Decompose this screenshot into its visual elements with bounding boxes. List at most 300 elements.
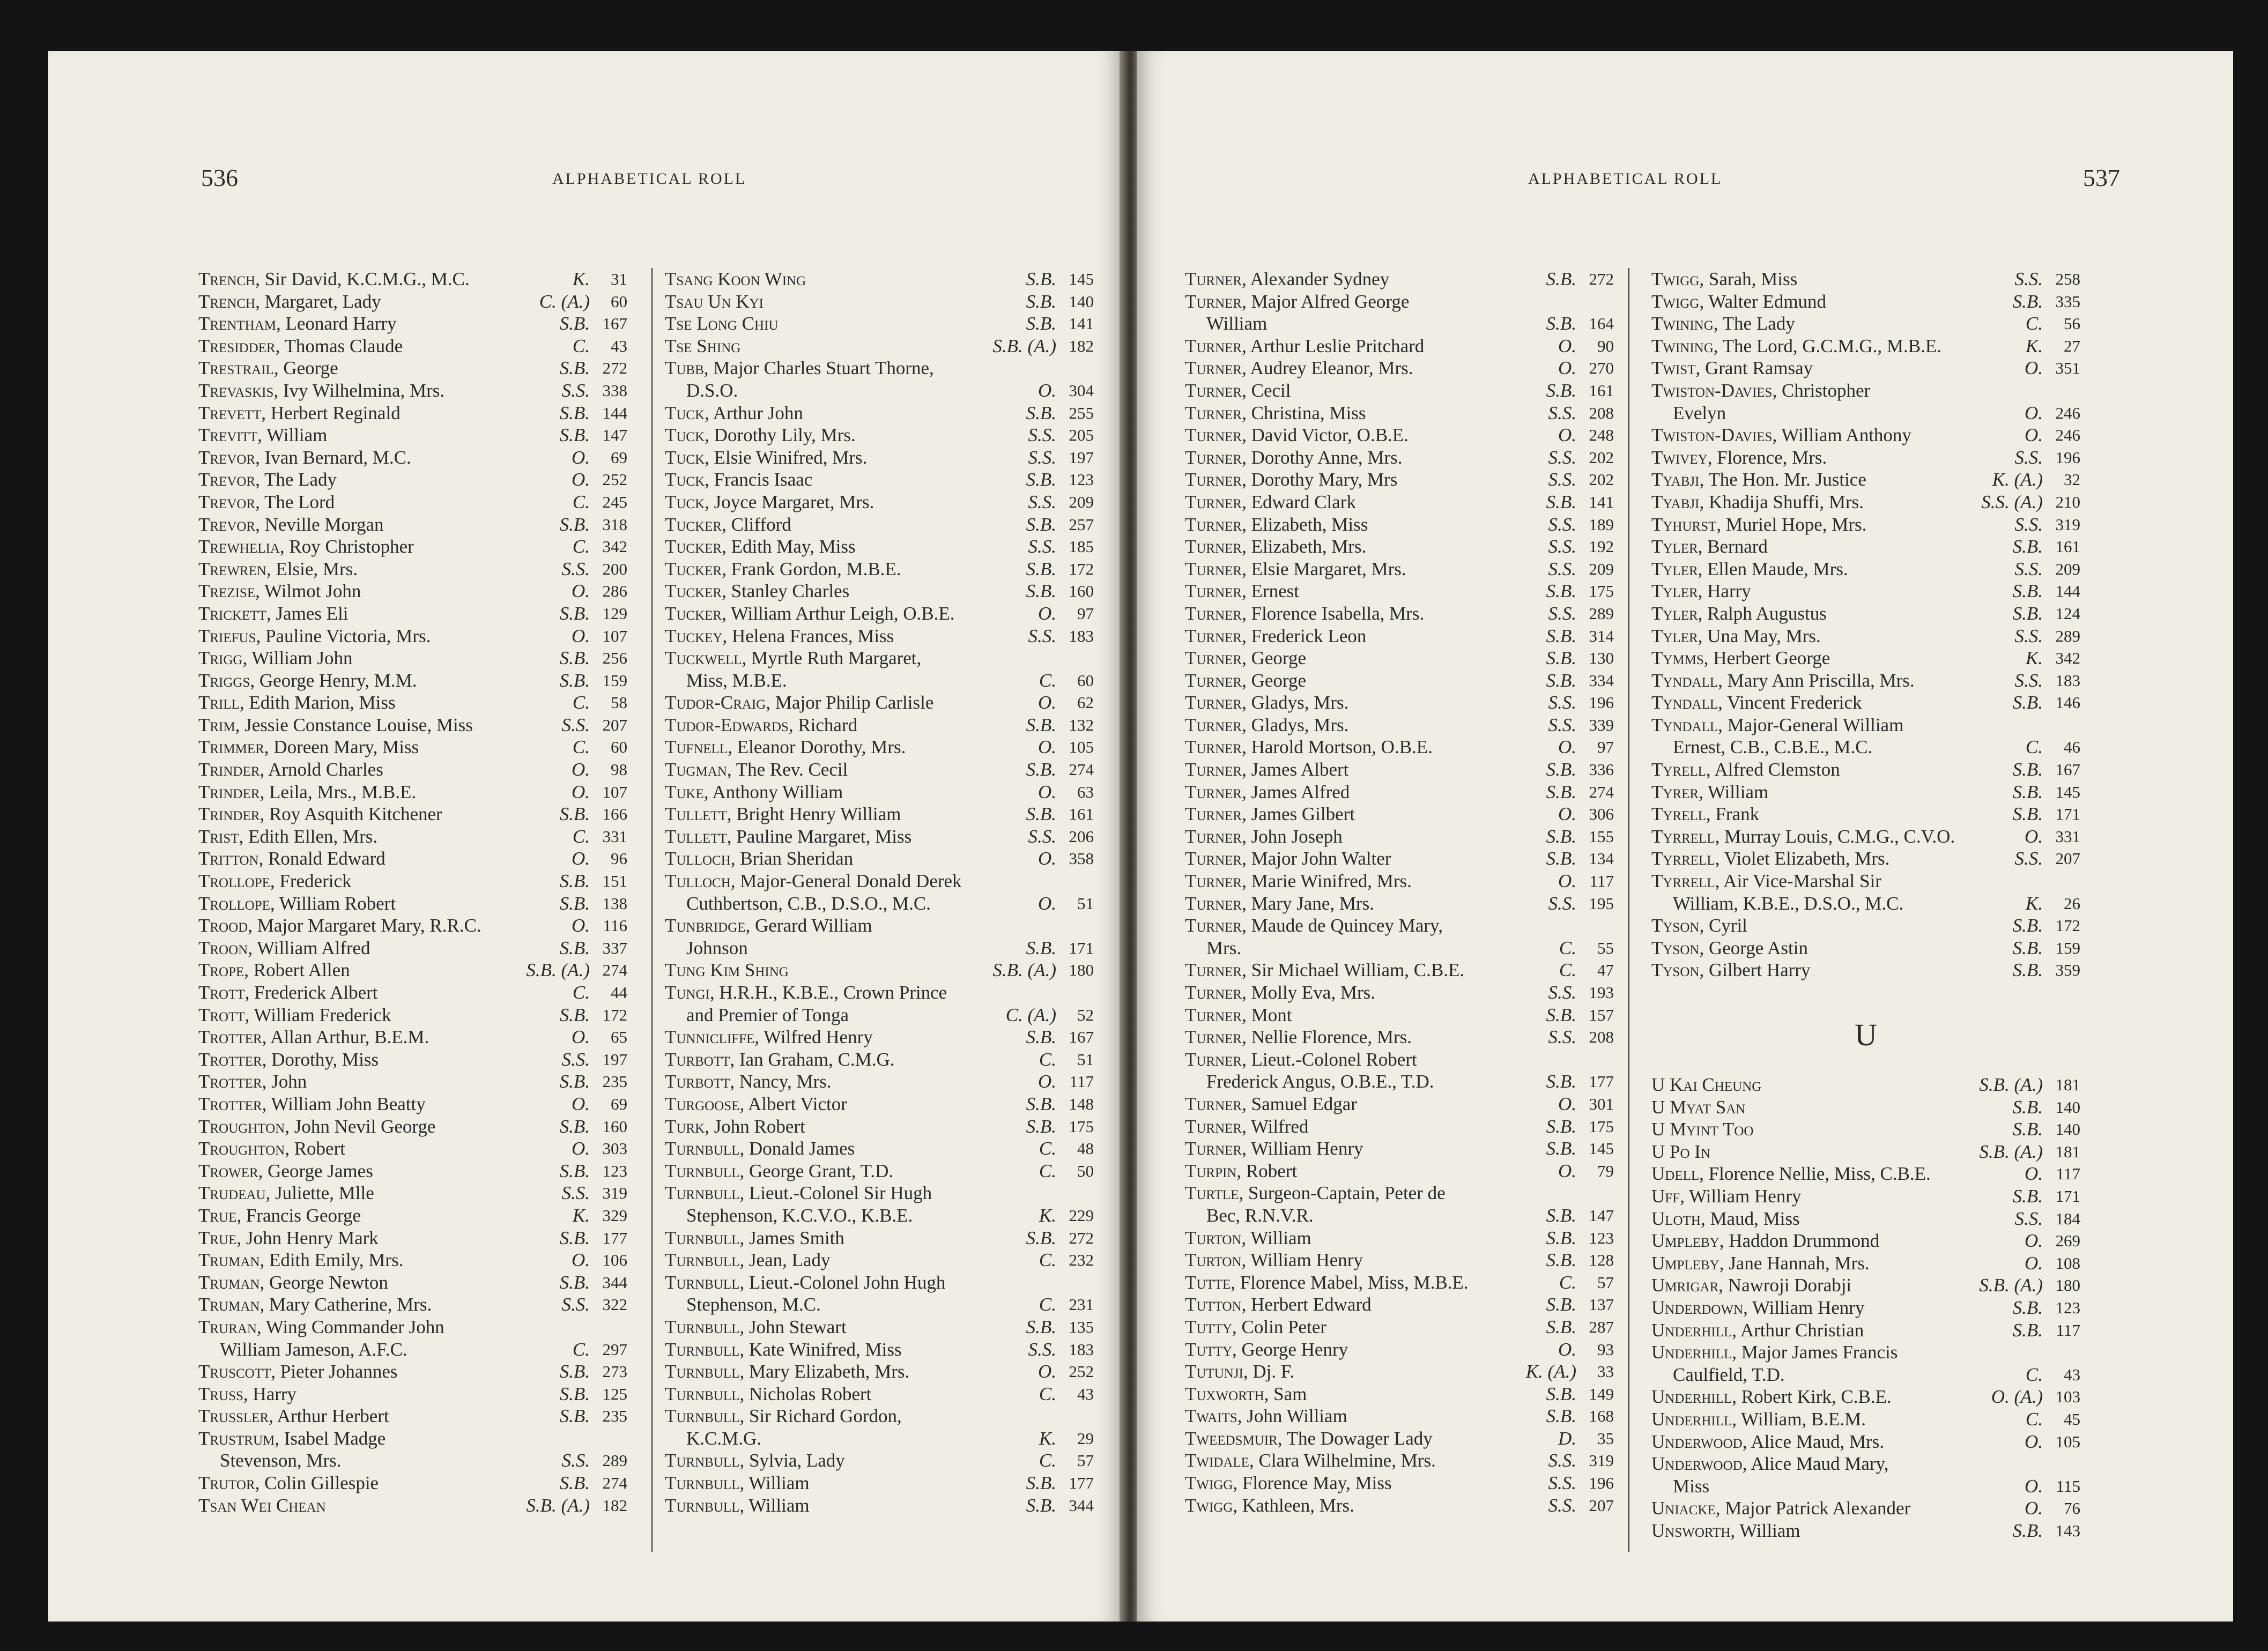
entry-surname: Turner [1185,826,1242,847]
entry-name-detail: , Frederick Albert [244,982,378,1003]
entry-class: S.S. [2014,670,2043,691]
roll-entry [198,981,627,1004]
entry-page: 196 [1589,693,1614,712]
entry-name-detail: , Major Charles Stuart Thorne, [703,358,934,379]
roll-entry [198,1204,627,1227]
entry-class: O. [1558,737,1576,758]
entry-class: S.B. [1026,269,1056,289]
roll-entry [1651,758,2080,781]
entry-name-detail: , Florence May, Miss [1233,1472,1392,1494]
entry-page: 46 [2064,738,2080,757]
entry-class: S.B. [2012,1185,2043,1207]
entry-surname: Turner [1185,358,1242,379]
entry-class: O. [1037,380,1056,401]
roll-entry [1651,447,2080,469]
entry-class: S.B. [2012,692,2043,713]
entry-class: O. [571,469,590,490]
entry-class: S.B. [1026,1316,1056,1337]
entry-page: 274 [602,961,627,980]
entry-class: C. [572,737,590,758]
entry-class: S.S. [561,1450,590,1471]
entry-surname: Tyrell [1651,804,1706,825]
roll-entry [1185,870,1614,893]
entry-surname: Turner [1185,737,1242,758]
roll-entry [1185,1338,1614,1361]
entry-surname: Turnbull [665,1250,740,1271]
roll-entry [665,603,1094,625]
entry-class: O. [1558,804,1576,825]
entry-class: S.S. [2014,625,2043,646]
entry-page: 148 [1069,1094,1094,1113]
entry-continuation: Evelyn [1673,402,1726,423]
entry-page: 207 [1589,1496,1614,1515]
entry-class: O. [2024,425,2043,446]
roll-entry [665,558,1094,581]
entry-page: 117 [1589,872,1614,891]
entry-class: O. [571,1138,590,1159]
entry-page: 331 [602,827,627,846]
entry-class: S.B. [1026,402,1056,423]
roll-entry [198,1293,627,1316]
entry-page: 44 [611,983,627,1002]
roll-entry [1651,335,2080,358]
entry-surname: Turnbull [665,1160,740,1181]
entry-page: 272 [602,359,627,378]
entry-name-detail: , Nicholas Robert [739,1383,872,1404]
roll-entry [665,1115,1094,1138]
entry-surname: Tucker [665,603,722,624]
entry-name-detail: , Harry [243,1383,297,1404]
entry-surname: Tyson [1651,960,1700,981]
roll-entry [198,357,627,380]
entry-page: 246 [2055,426,2080,445]
entry-page: 171 [2055,1186,2080,1206]
entry-name-detail: , William Henry [1242,1138,1363,1159]
entry-surname: Turner [1185,291,1242,312]
entry-surname: Trim [198,714,235,735]
entry-page: 297 [602,1340,627,1359]
entry-surname: Trewren [198,558,266,579]
entry-page: 146 [2055,693,2080,712]
entry-surname: Trestrail [198,358,274,379]
entry-surname: Trill [198,692,240,713]
entry-surname: Trewhelia [198,536,280,557]
roll-entry [198,268,627,291]
entry-class: C. [1559,960,1576,981]
roll-entry [1651,691,2080,714]
entry-page: 32 [2064,470,2080,489]
entry-surname: Turner [1185,804,1242,825]
entry-page: 60 [611,738,627,757]
entry-class: K. [1039,1427,1056,1449]
entry-name-detail: , Nellie Florence, Mrs. [1242,1027,1412,1048]
entry-page: 97 [1597,738,1614,757]
entry-name-detail: , Sir Michael William, C.B.E. [1242,960,1465,981]
entry-name-detail: , Mary Elizabeth, Mrs. [739,1361,910,1382]
entry-page: 107 [602,782,627,801]
entry-class: S.B. [559,871,590,892]
entry-surname: Troughton [198,1115,285,1137]
entry-page: 117 [1069,1072,1094,1091]
entry-surname: Turnbull [665,1183,740,1204]
entry-name-detail: , Leonard Harry [276,313,397,334]
entry-page: 269 [2055,1231,2080,1251]
entry-class: S.S. [1548,1472,1576,1494]
entry-page: 56 [2064,314,2080,333]
entry-page: 140 [2055,1120,2080,1139]
entry-page: 125 [602,1384,627,1403]
roll-entry [665,536,1094,558]
entry-name-detail: , Robert [285,1138,345,1159]
roll-entry [198,714,627,737]
entry-page: 43 [611,336,627,355]
roll-entry [1185,714,1614,737]
roll-entry [198,625,627,648]
roll-entry [1651,803,2080,826]
entry-surname: Trentham [198,313,276,334]
roll-entry [1651,536,2080,558]
entry-name-detail: , James Alfred [1242,781,1350,802]
roll-entry [198,1004,627,1027]
entry-surname: Tuck [665,425,705,446]
entry-surname: Tuckwell [665,648,742,669]
entry-class: K. [2025,335,2043,356]
entry-surname: Tymms [1651,648,1704,669]
entry-name-detail: , Frank [1706,804,1760,825]
entry-list [1651,1074,2080,1542]
entry-page: 289 [602,1451,627,1470]
entry-class: C. [1039,1138,1056,1159]
entry-class: S.B. [2012,804,2043,825]
entry-surname: Turner [1185,581,1242,602]
roll-entry [665,714,1094,737]
entry-page: 58 [611,693,627,712]
entry-continuation: William [1206,313,1268,334]
entry-name-detail: , Audrey Eleanor, Mrs. [1242,358,1413,379]
entry-page: 338 [602,381,627,400]
running-head: ALPHABETICAL ROLL [1528,170,1723,188]
entry-surname: Turnbull [665,1227,740,1248]
entry-surname: Tyndall [1651,714,1718,735]
entry-surname: Tucker [665,514,722,535]
roll-entry [1651,1431,2080,1453]
entry-surname: Turnbull [665,1494,740,1516]
entry-class: O. [1558,1160,1576,1181]
entry-class: K. [1039,1204,1056,1226]
entry-name-detail: , Joyce Margaret, Mrs. [705,491,874,512]
entry-page: 60 [611,292,627,311]
roll-entry [198,1271,627,1294]
entry-page: 65 [611,1028,627,1047]
entry-name-detail: , William, B.E.M. [1732,1408,1866,1430]
entry-class: S.B. [1546,670,1576,691]
entry-class: S.B. [1026,558,1056,579]
entry-class: S.B. [1546,1115,1576,1137]
entry-name-detail: , Florence, Mrs. [1707,447,1827,468]
entry-class: O. [571,781,590,802]
roll-entry [1185,1472,1614,1494]
entry-class: O. [1037,1071,1056,1092]
entry-name-detail: , Air Vice-Marshal Sir [1715,871,1881,892]
entry-page: 167 [1069,1028,1094,1047]
entry-surname: Turnbull [665,1450,740,1471]
entry-class: O. [571,447,590,468]
entry-page: 208 [1589,403,1614,422]
entry-name-detail: , Major-General William [1718,714,1904,735]
roll-entry [198,736,627,758]
entry-page: 134 [1589,849,1614,868]
roll-entry [1185,826,1614,848]
entry-page: 235 [602,1407,627,1426]
entry-class: C. [2025,1408,2043,1430]
entry-surname: Turnbull [665,1383,740,1404]
entry-continuation: K.C.M.G. [686,1427,762,1449]
entry-surname: Turk [665,1115,705,1137]
roll-entry [1185,1182,1614,1226]
entry-page: 31 [611,270,627,288]
entry-surname: Turner [1185,380,1242,401]
entry-page: 289 [2055,626,2080,645]
entry-class: S.S. [1548,893,1576,914]
roll-entry [665,647,1094,691]
entry-class: S.B. [559,1405,590,1427]
entry-name-detail: , Khadija Shuffi, Mrs. [1699,491,1864,512]
roll-entry [1651,1252,2080,1275]
entry-page: 248 [1589,426,1614,445]
entry-surname: Turnbull [665,1316,740,1337]
entry-class: S.B. [559,1071,590,1092]
roll-entry [1185,603,1614,625]
entry-surname: Turner [1185,1093,1242,1114]
entry-name-detail: , The Lord, G.C.M.G., M.B.E. [1713,335,1941,356]
entry-page: 140 [1069,292,1094,311]
roll-entry [1651,380,2080,424]
roll-entry [1651,1319,2080,1342]
entry-page: 183 [2055,671,2080,690]
entry-page: 301 [1589,1094,1614,1113]
entry-page: 132 [1069,715,1094,734]
roll-entry [1651,1341,2080,1386]
entry-class: S.B. [559,804,590,825]
entry-class: S.S. [2014,848,2043,869]
entry-class: S.S. [2014,558,2043,579]
entry-page: 115 [2056,1476,2080,1496]
entry-surname: Tsau Un Kyi [665,291,764,312]
entry-name-detail: , Anthony William [703,781,843,802]
entry-class: S.B. [1546,1004,1576,1025]
entry-page: 329 [602,1206,627,1225]
entry-page: 35 [1597,1429,1614,1448]
roll-entry [198,647,627,670]
entry-surname: Turner [1185,871,1242,892]
entry-name-detail: , Herbert Edward [1241,1294,1372,1315]
entry-continuation: D.S.O. [686,380,738,401]
entry-page: 60 [1077,671,1094,690]
entry-name-detail: , Frederick [270,871,352,892]
entry-name-detail: , Colin Gillespie [255,1472,379,1494]
entry-class: O. [1558,335,1576,356]
entry-surname: Tyler [1651,536,1698,557]
roll-entry [665,691,1094,714]
entry-surname: Turnbull [665,1138,740,1159]
entry-continuation: Miss [1673,1475,1710,1497]
entry-continuation: Stephenson, K.C.V.O., K.B.E. [686,1204,913,1226]
running-head: ALPHABETICAL ROLL [552,170,747,188]
entry-name-detail: , George Henry, M.M. [250,670,417,691]
entry-page: 93 [1597,1340,1614,1359]
entry-name-detail: , Edith May, Miss [722,536,856,557]
entry-class: D. [1558,1427,1576,1449]
entry-page: 252 [602,470,627,489]
entry-class: O. [2024,402,2043,423]
entry-name-detail: , Wilfred [1242,1115,1309,1137]
roll-entry [665,1137,1094,1160]
entry-name-detail: , Frederick Leon [1242,625,1367,646]
entry-page: 69 [611,448,627,467]
entry-name-detail: , Donald James [739,1138,855,1159]
column-rule [1628,268,1629,1552]
entry-page: 177 [1589,1072,1614,1091]
entry-surname: Tudor-Edwards [665,714,789,735]
roll-entry [198,468,627,491]
entry-page: 138 [602,894,627,913]
entry-name-detail: , James Smith [739,1227,844,1248]
roll-entry [198,937,627,960]
entry-class: S.B. [2012,937,2043,958]
entry-continuation: Stevenson, Mrs. [220,1450,342,1471]
roll-entry [1185,1004,1614,1027]
entry-class: C. [1559,1271,1576,1293]
entry-class: S.B. [559,893,590,914]
entry-surname: Turner [1185,536,1242,557]
entry-class: O. [1558,871,1576,892]
roll-entry [1651,603,2080,625]
roll-entry [198,1360,627,1383]
roll-entry [1185,380,1614,402]
entry-page: 359 [2055,961,2080,980]
entry-surname: Triggs [198,670,250,691]
entry-class: S.B. [1026,1093,1056,1114]
entry-surname: Turner [1185,269,1242,289]
entry-surname: Tung Kim Shing [665,960,789,981]
entry-name-detail: , Arthur John [705,402,803,423]
entry-class: S.B. [1026,581,1056,602]
roll-entry [665,1338,1094,1361]
entry-surname: Trevor [198,469,256,490]
entry-class: S.B. [1026,291,1056,312]
entry-page: 172 [2055,916,2080,935]
entry-page: 144 [2055,582,2080,601]
entry-page: 124 [2055,604,2080,623]
entry-class: S.B. [1546,1204,1576,1226]
roll-entry [1185,536,1614,558]
entry-page: 48 [1077,1139,1094,1158]
entry-name-detail: , Elsie Margaret, Mrs. [1242,558,1406,579]
entry-class: S.S. [1548,603,1576,624]
roll-entry [665,736,1094,758]
entry-name-detail: , Cecil [1242,380,1291,401]
entry-surname: Tyrrell [1651,848,1715,869]
entry-class: C. [572,491,590,512]
roll-entry [1651,313,2080,335]
entry-class: S.B. [2012,581,2043,602]
entry-page: 229 [1069,1206,1094,1225]
entry-surname: Tsan Wei Chean [198,1494,326,1516]
entry-class: S.B. [1546,1071,1576,1092]
entry-surname: Umpleby [1651,1230,1719,1252]
roll-entry [1651,1074,2080,1096]
entry-name-detail: , Murray Louis, C.M.G., C.V.O. [1715,826,1955,847]
roll-entry [198,447,627,469]
entry-name-detail: , Muriel Hope, Mrs. [1716,514,1867,535]
entry-class: S.B. [1546,1316,1576,1337]
entry-class: S.S. [1028,1338,1056,1360]
entry-name-detail: , William Alfred [248,937,370,958]
roll-entry [198,826,627,848]
entry-class: S.B. [559,313,590,334]
roll-entry [198,313,627,335]
entry-surname: Turner [1185,759,1242,780]
entry-page: 304 [1069,381,1094,400]
entry-class: S.S. [1548,1450,1576,1471]
section-letter: U [1855,1017,1877,1052]
entry-class: S.S. [1548,447,1576,468]
entry-class: S.S. [561,558,590,579]
roll-entry [1185,647,1614,670]
entry-name-detail: , Lieut.-Colonel Sir Hugh [739,1183,932,1204]
roll-entry [1185,1137,1614,1160]
roll-entry [1651,1386,2080,1408]
entry-page: 334 [1589,671,1614,690]
entry-page: 168 [1589,1407,1614,1426]
entry-column [1651,268,2080,1542]
entry-class: S.B. [559,603,590,624]
entry-page: 274 [602,1474,627,1493]
roll-entry [1185,268,1614,291]
entry-page: 286 [602,582,627,601]
entry-surname: Trott [198,1004,245,1025]
entry-page: 209 [1069,492,1094,511]
entry-surname: Turbott [665,1071,730,1092]
entry-page: 207 [602,715,627,734]
entry-name-detail: , Mary Catherine, Mrs. [260,1294,432,1315]
entry-continuation: and Premier of Tonga [686,1004,849,1025]
entry-surname: Tuck [665,469,705,490]
entry-class: S.S. [561,1183,590,1204]
entry-surname: Trotter [198,1071,262,1092]
entry-name-detail: , Christopher [1772,380,1871,401]
entry-class: S.B. [1026,1115,1056,1137]
entry-name-detail: , Molly Eva, Mrs. [1242,982,1375,1003]
roll-entry [1651,1163,2080,1185]
entry-page: 256 [602,649,627,668]
entry-class: C. [1039,1250,1056,1271]
entry-name-detail: , The Lady [1713,313,1795,334]
entry-name-detail: , William [1241,1227,1311,1248]
roll-entry [198,1048,627,1071]
entry-page: 207 [2055,849,2080,868]
entry-name-detail: , Mary Jane, Mrs. [1242,893,1375,914]
roll-entry [665,1227,1094,1250]
entry-page: 43 [1077,1384,1094,1403]
roll-entry [198,424,627,447]
entry-surname: Twiston-Davies [1651,425,1773,446]
entry-surname: Trinder [198,759,260,780]
entry-name-detail: , Una May, Mrs. [1698,625,1821,646]
entry-surname: Tyabji [1651,469,1700,490]
entry-page: 206 [1069,827,1094,846]
entry-name-detail: , Ellen Maude, Mrs. [1698,558,1848,579]
